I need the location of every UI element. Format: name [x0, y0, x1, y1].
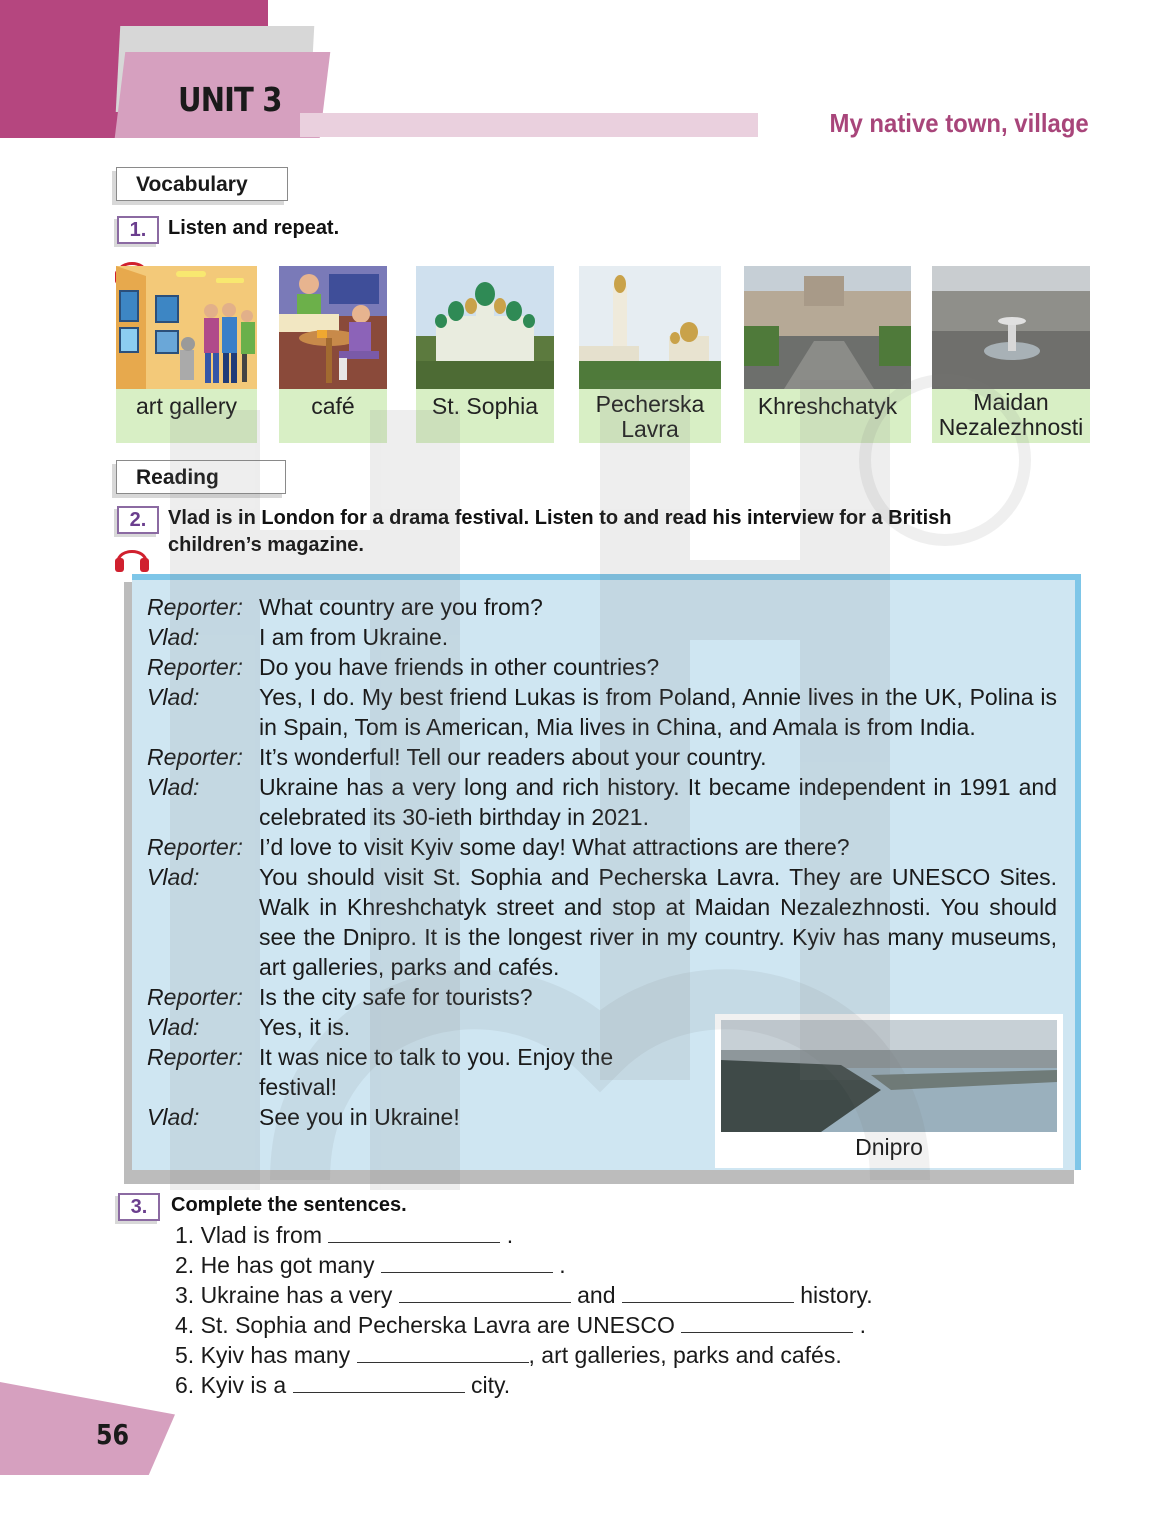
answer-blank[interactable]	[622, 1284, 794, 1303]
vocab-card-cafe	[279, 266, 387, 443]
maidan-nezalezhnosti-photo	[932, 266, 1090, 389]
st-sophia-photo	[416, 266, 554, 389]
dnipro-photo	[721, 1020, 1057, 1132]
task-number-3: 3.	[118, 1193, 160, 1221]
vocab-label-st-sophia: St. Sophia	[431, 393, 539, 419]
answer-blank[interactable]	[293, 1374, 465, 1393]
vocabulary-label: Vocabulary	[116, 167, 288, 201]
khreshchatyk-photo	[744, 266, 911, 389]
sentence-4: 4. St. Sophia and Pecherska Lavra are UNESCO .	[175, 1312, 867, 1338]
sentence-2: 2. He has got many .	[175, 1252, 566, 1278]
answer-blank[interactable]	[399, 1284, 571, 1303]
sentence-6: 6. Kyiv is a city.	[175, 1372, 511, 1398]
vocab-card-khreshchatyk	[744, 266, 911, 443]
cafe-picture	[279, 266, 387, 389]
dialogue-line: Reporter: It was nice to talk to you. Enjoy the festival!	[147, 1044, 614, 1100]
task-number-2: 2.	[117, 506, 159, 534]
sentence-5: 5. Kyiv has many , art galleries, parks and cafés.	[175, 1342, 842, 1368]
vocab-label-art-gallery: art gallery	[136, 393, 237, 419]
sentence-3: 3. Ukraine has a very and history.	[175, 1282, 873, 1308]
dialogue-line: Reporter: I’d love to visit Kyiv some day! What attractions are there?	[147, 834, 850, 860]
unit-topic: My native town, village	[829, 108, 1089, 138]
art-gallery-picture	[116, 266, 257, 389]
vocab-card-st-sophia	[416, 266, 554, 443]
vocab-label-maidan-nezalezhnosti: Maidan Nezalezhnosti	[938, 389, 1084, 440]
dialogue-line: Vlad: See you in Ukraine!	[147, 1104, 460, 1130]
vocab-card-maidan-nezalezhnosti	[932, 266, 1090, 443]
unit-title: UNIT 3	[178, 80, 282, 119]
page-number: 56	[96, 1418, 130, 1451]
dialogue-line: Reporter: What country are you from?	[147, 594, 543, 620]
vocab-card-art-gallery	[116, 266, 257, 443]
headphones-icon[interactable]	[112, 540, 152, 574]
answer-blank[interactable]	[381, 1254, 553, 1273]
dnipro-photo-frame	[715, 1014, 1063, 1168]
task-3-instruction: Complete the sentences.	[171, 1194, 407, 1216]
task-1-instruction: Listen and repeat.	[168, 217, 340, 239]
dialogue-line: Vlad: Yes, it is.	[147, 1014, 351, 1040]
dialogue-line: Reporter: It’s wonderful! Tell our readers about your country.	[147, 744, 767, 770]
dialogue-line: Vlad: Ukraine has a very long and rich history. It became independent in 1991 and celebrated its 30-ieth birthday in 2021.	[147, 774, 1057, 830]
dialogue-line: Vlad: Yes, I do. My best friend Lukas is from Poland, Annie lives in the UK, Polina is in Spain, Tom is American, Mia lives in China, and Amala is from India.	[147, 684, 1057, 740]
vocab-label-pecherska-lavra: Pecherska Lavra	[595, 391, 705, 442]
answer-blank[interactable]	[357, 1344, 529, 1363]
vocab-label-khreshchatyk: Khreshchatyk	[757, 393, 898, 419]
dialogue-line: Reporter: Is the city safe for tourists?	[147, 984, 533, 1010]
pecherska-lavra-photo	[579, 266, 721, 389]
dnipro-caption: Dnipro	[855, 1134, 923, 1160]
task-number-1: 1.	[117, 216, 159, 244]
vocab-label-cafe: café	[311, 393, 355, 419]
reading-label: Reading	[116, 460, 286, 494]
header-stripe	[300, 113, 758, 137]
dialogue-line: Reporter: Do you have friends in other countries?	[147, 654, 660, 680]
answer-blank[interactable]	[681, 1314, 853, 1333]
task-2-instruction: Vlad is in London for a drama festival. Listen to and read his interview for a British children’s magazine.	[168, 507, 952, 556]
dialogue-line: Vlad: You should visit St. Sophia and Pecherska Lavra. They are UNESCO Sites. Walk in Khreshchatyk street and stop at Maidan Nezalezhnosti. You should see the Dnipro. It is the longest river in my country. Kyiv has many museums, art galleries, parks and cafés.	[147, 864, 1057, 980]
sentence-1: 1. Vlad is from .	[175, 1222, 514, 1248]
dialogue-line: Vlad: I am from Ukraine.	[147, 624, 449, 650]
page-number-tab	[0, 1382, 175, 1475]
vocab-card-pecherska-lavra	[579, 266, 721, 443]
answer-blank[interactable]	[328, 1224, 500, 1243]
